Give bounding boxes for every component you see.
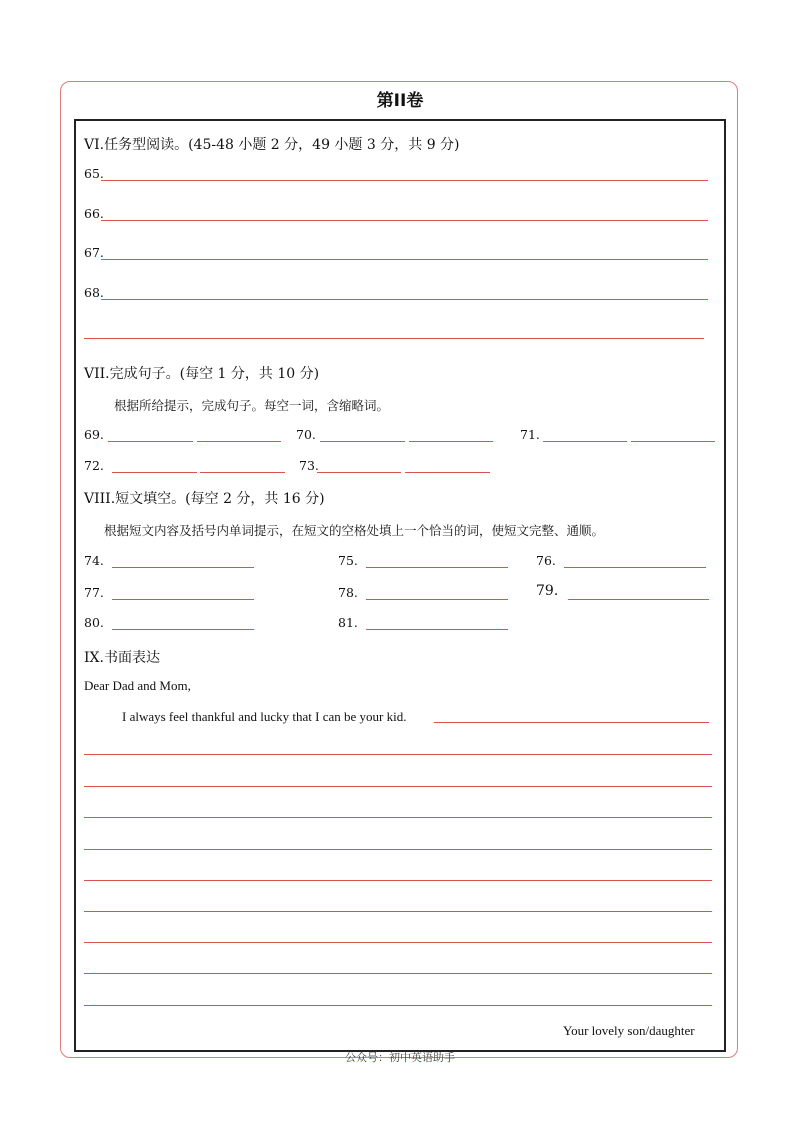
item-78-label: 78. — [338, 585, 358, 600]
answer-blank-81[interactable] — [366, 629, 508, 630]
item-73-label: 73. — [299, 458, 319, 473]
writing-line-8[interactable] — [84, 942, 712, 943]
writing-line-2[interactable] — [84, 754, 712, 755]
item-81-label: 81. — [338, 615, 358, 630]
answer-blank-73b[interactable] — [405, 472, 490, 473]
page-title: 第II卷 — [376, 91, 424, 111]
answer-blank-79[interactable] — [568, 599, 709, 600]
item-69-label: 69. — [84, 427, 104, 442]
answer-blank-77[interactable] — [112, 599, 254, 600]
section-viii-heading: VIII.短文填空。(每空 2 分，共 16 分) — [84, 491, 325, 507]
letter-closing: Your lovely son/daughter — [563, 1023, 695, 1038]
answer-blank-75[interactable] — [366, 567, 508, 568]
writing-line-9[interactable] — [84, 973, 712, 974]
answer-line-68-continued[interactable] — [84, 338, 704, 339]
answer-blank-72b[interactable] — [200, 472, 285, 473]
section-vi-heading: VI.任务型阅读。(45-48 小题 2 分，49 小题 3 分，共 9 分) — [84, 137, 460, 153]
section-viii-instruction: 根据短文内容及括号内单词提示，在短文的空格处填上一个恰当的词，使短文完整、通顺。 — [104, 523, 605, 538]
item-67-label: 67. — [84, 245, 104, 260]
item-79-label: 79. — [536, 583, 559, 599]
writing-line-3[interactable] — [84, 786, 712, 787]
item-80-label: 80. — [84, 615, 104, 630]
answer-blank-78[interactable] — [366, 599, 508, 600]
item-72-label: 72. — [84, 458, 104, 473]
answer-line-67[interactable] — [101, 259, 708, 260]
answer-blank-76[interactable] — [564, 567, 706, 568]
item-77-label: 77. — [84, 585, 104, 600]
answer-blank-70a[interactable] — [320, 441, 405, 442]
answer-blank-71a[interactable] — [543, 441, 627, 442]
item-66-label: 66. — [84, 206, 104, 221]
item-75-label: 75. — [338, 553, 358, 568]
item-76-label: 76. — [536, 553, 556, 568]
answer-line-65[interactable] — [101, 180, 708, 181]
answer-blank-70b[interactable] — [409, 441, 493, 442]
answer-blank-69a[interactable] — [108, 441, 193, 442]
item-65-label: 65. — [84, 166, 104, 181]
writing-line-7[interactable] — [84, 911, 712, 912]
writing-line-5[interactable] — [84, 849, 712, 850]
item-70-label: 70. — [296, 427, 316, 442]
section-ix-heading: IX.书面表达 — [84, 650, 160, 666]
writing-line-4[interactable] — [84, 817, 712, 818]
section-vii-heading: VII.完成句子。(每空 1 分，共 10 分) — [84, 366, 320, 382]
answer-blank-71b[interactable] — [631, 441, 715, 442]
answer-line-68[interactable] — [101, 299, 708, 300]
letter-greeting: Dear Dad and Mom, — [84, 678, 191, 693]
footer-watermark: 公众号：初中英语助手 — [345, 1051, 455, 1064]
letter-opening-sentence: I always feel thankful and lucky that I can be your kid. — [122, 709, 407, 724]
answer-blank-74[interactable] — [112, 567, 254, 568]
writing-line-6[interactable] — [84, 880, 712, 881]
answer-blank-69b[interactable] — [197, 441, 281, 442]
answer-line-66[interactable] — [101, 220, 708, 221]
writing-line-1[interactable] — [434, 722, 709, 723]
answer-blank-72a[interactable] — [112, 472, 197, 473]
item-71-label: 71. — [520, 427, 540, 442]
answer-blank-80[interactable] — [112, 629, 254, 630]
item-68-label: 68. — [84, 285, 104, 300]
writing-line-10[interactable] — [84, 1005, 712, 1006]
section-vii-instruction: 根据所给提示，完成句子。每空一词，含缩略词。 — [114, 398, 390, 413]
item-74-label: 74. — [84, 553, 104, 568]
answer-blank-73a[interactable] — [317, 472, 401, 473]
